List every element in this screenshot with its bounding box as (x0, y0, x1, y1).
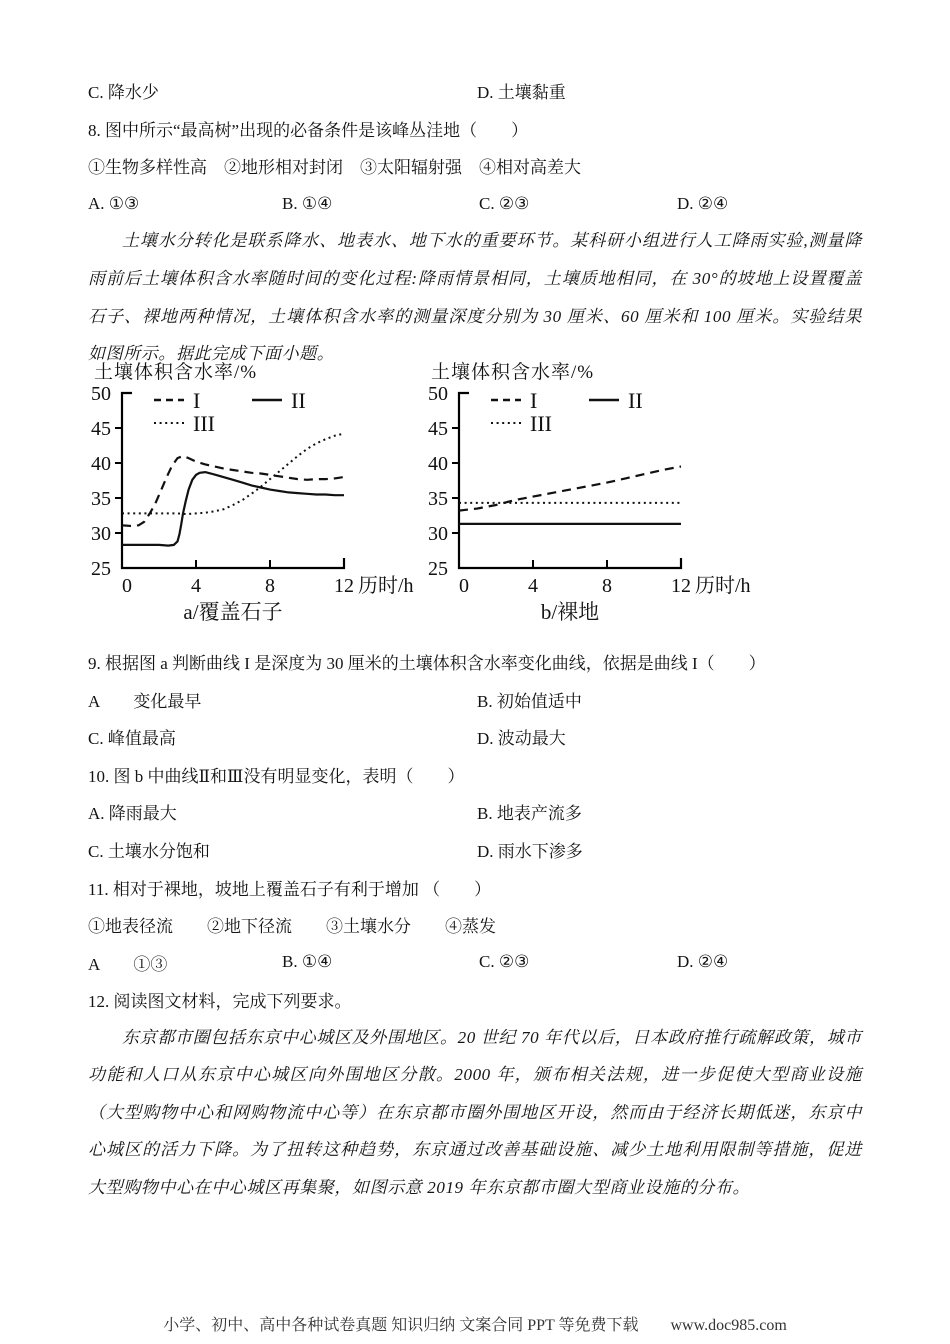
q11-items: ①地表径流 ②地下径流 ③土壤水分 ④蒸发 (88, 917, 496, 937)
q11-option-a: A ①③ (88, 954, 168, 974)
chart-a-y-axis-title: 土壤体积含水率/% (94, 361, 258, 383)
q12-stem: 12. 阅读图文材料，完成下列要求。 (88, 992, 352, 1012)
svg-text:25: 25 (428, 557, 448, 580)
svg-text:12: 12 (671, 574, 691, 597)
q11-option-b: B. ①④ (282, 952, 333, 972)
page-footer (0, 1312, 950, 1335)
chart-b-caption: b/裸地 (540, 599, 600, 624)
svg-text:历时/h: 历时/h (695, 574, 751, 597)
svg-text:30: 30 (91, 522, 111, 545)
chart-b-y-axis-title: 土壤体积含水率/% (431, 361, 595, 383)
svg-text:45: 45 (428, 417, 448, 440)
svg-text:50: 50 (91, 382, 111, 405)
svg-text:II: II (291, 387, 306, 413)
svg-text:8: 8 (265, 574, 275, 597)
q9-options-row-1 (88, 680, 862, 718)
q11-options-row (88, 944, 862, 982)
q10-option-b: B. 地表产流多 (477, 804, 582, 824)
svg-text:40: 40 (91, 452, 111, 475)
q11-option-c: C. ②③ (479, 952, 530, 972)
soil-moisture-charts (82, 361, 862, 627)
svg-text:40: 40 (428, 452, 448, 475)
chart-b-bare-land (419, 361, 756, 627)
svg-text:I: I (530, 387, 538, 413)
q9-option-b: B. 初始值适中 (477, 691, 582, 711)
q10-option-a: A. 降雨最大 (88, 804, 177, 824)
footer-site-link[interactable]: www.doc985.com (670, 1317, 787, 1334)
svg-text:12: 12 (334, 574, 354, 597)
chart-a-covered-stones (82, 361, 419, 627)
q10-options-row-1 (88, 793, 862, 831)
svg-text:I: I (193, 387, 201, 413)
chart-a-plot (82, 382, 422, 597)
q7-options-row (88, 72, 862, 110)
q11-stem: 11. 相对于裸地，坡地上覆盖石子有利于增加 （ ） (88, 879, 492, 899)
q11-option-d: D. ②④ (677, 952, 729, 972)
svg-text:0: 0 (122, 574, 132, 597)
q7-option-c: C. 降水少 (88, 83, 159, 103)
q8-option-a: A. ①③ (88, 193, 140, 213)
footer-promo-text: 小学、初中、高中各种试卷真题 知识归纳 文案合同 PPT 等免费下载 (163, 1317, 639, 1334)
chart-b-plot (419, 382, 759, 597)
svg-text:4: 4 (528, 574, 538, 597)
svg-text:35: 35 (91, 487, 111, 510)
q10-option-d: D. 雨水下渗多 (477, 842, 583, 862)
q8-option-d: D. ②④ (677, 193, 729, 213)
q8-option-b: B. ①④ (282, 193, 333, 213)
soil-passage: 土壤水分转化是联系降水、地表水、地下水的重要环节。某科研小组进行人工降雨实验,测量降雨前后土壤体积含水率随时间的变化过程:降雨情景相同，土壤质地相同，在 30°的坡地上设置覆盖石子、裸地两种情况，土壤体积含水率的测量深度分别为 30 厘米、60 厘米和 100 厘米。实验结果如图所示。据此完成下面小题。 (88, 231, 862, 364)
q10-options-row-2 (88, 831, 862, 869)
q8-options-row (88, 185, 862, 223)
q9-option-a: A 变化最早 (88, 691, 202, 711)
q8-stem: 8. 图中所示“最高树”出现的必备条件是该峰丛洼地（ ） (88, 120, 529, 140)
q8-items: ①生物多样性高 ②地形相对封闭 ③太阳辐射强 ④相对高差大 (88, 158, 581, 178)
svg-text:45: 45 (91, 417, 111, 440)
svg-text:30: 30 (428, 522, 448, 545)
q9-option-d: D. 波动最大 (477, 729, 566, 749)
q7-option-d: D. 土壤黏重 (477, 83, 566, 103)
svg-text:8: 8 (602, 574, 612, 597)
svg-text:35: 35 (428, 487, 448, 510)
q10-option-c: C. 土壤水分饱和 (88, 842, 210, 862)
q9-options-row-2 (88, 718, 862, 756)
q9-stem: 9. 根据图 a 判断曲线 I 是深度为 30 厘米的土壤体积含水率变化曲线，依据是曲线 I（ ） (88, 654, 766, 674)
tokyo-passage: 东京都市圈包括东京中心城区及外围地区。20 世纪 70 年代以后，日本政府推行疏解政策，城市功能和人口从东京中心城区向外围地区分散。2000 年，颁布相关法规，进一步促使大型商业设施（大型购物中心和网购物流中心等）在东京都市圈外围地区开设，然而由于经济长期低迷，东京中心城区的活力下降。为了扭转这种趋势，东京通过改善基础设施、减少土地利用限制等措施，促进大型购物中心在中心城区再集聚，如图示意 2019 年东京都市圈大型商业设施的分布。 (88, 1027, 862, 1198)
chart-a-caption: a/覆盖石子 (183, 599, 283, 624)
svg-text:历时/h: 历时/h (358, 574, 414, 597)
q10-stem: 10. 图 b 中曲线Ⅱ和Ⅲ没有明显变化，表明（ ） (88, 766, 465, 786)
svg-text:III: III (530, 410, 552, 436)
svg-text:III: III (193, 410, 215, 436)
svg-text:0: 0 (459, 574, 469, 597)
q9-option-c: C. 峰值最高 (88, 729, 176, 749)
svg-text:II: II (628, 387, 643, 413)
svg-text:50: 50 (428, 382, 448, 405)
svg-text:25: 25 (91, 557, 111, 580)
svg-text:4: 4 (191, 574, 201, 597)
q8-option-c: C. ②③ (479, 193, 530, 213)
